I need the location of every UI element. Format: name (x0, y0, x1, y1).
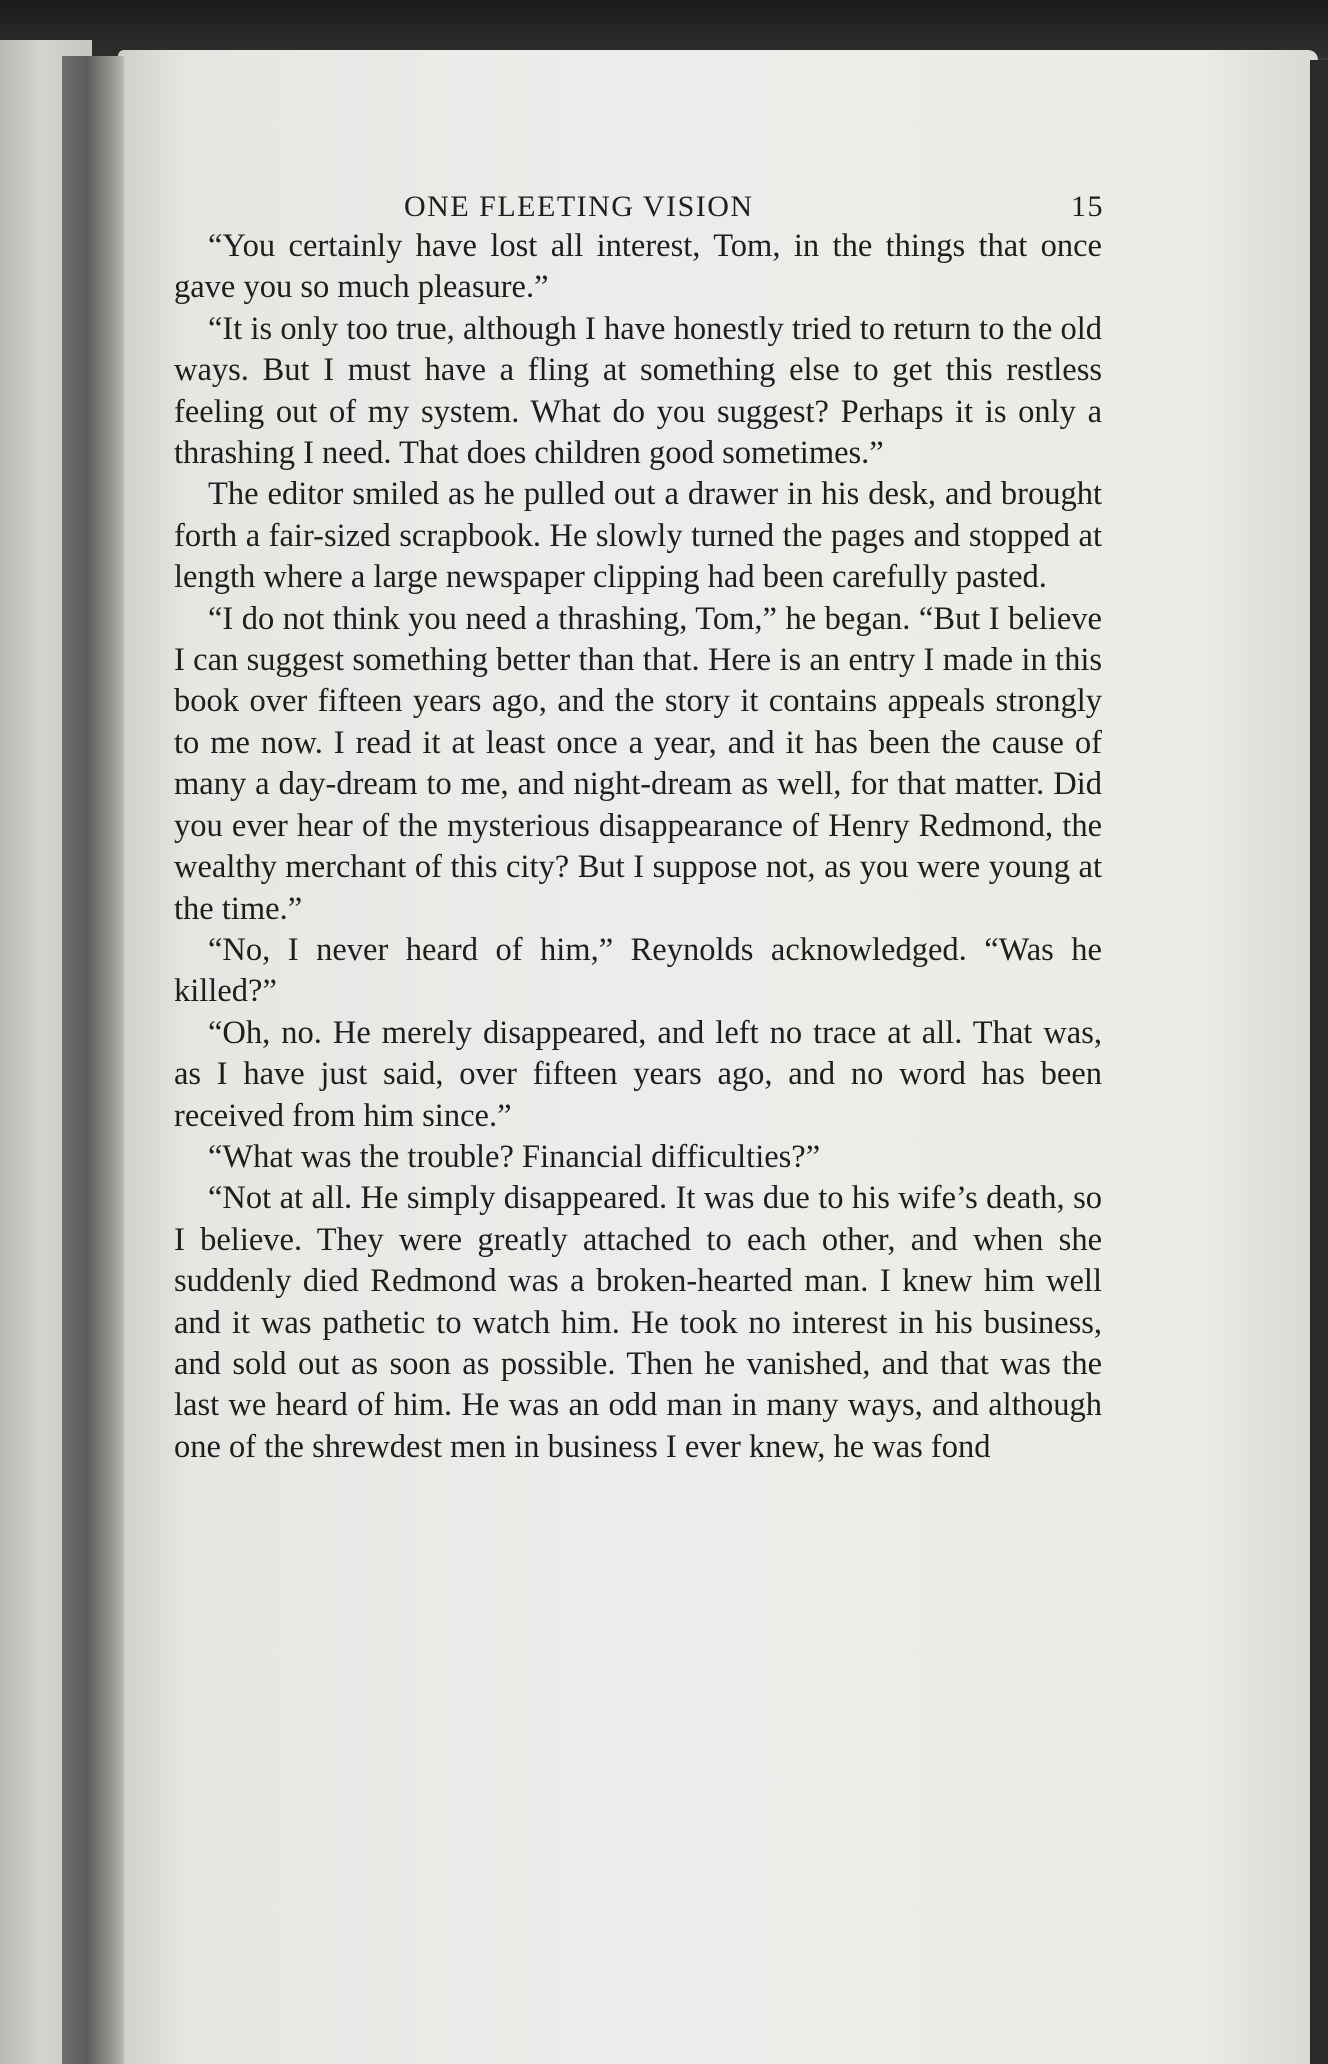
paragraph: “I do not think you need a thrashing, Tom,” he began. “But I believe I can suggest something better than that. Here is an entry I made in this book over fifteen years ago, and the story it contains appeals strongly to me now. I read it at least once a year, and it has been the cause of many a day-dream to me, and night-dream as well, for that matter. Did you ever hear of the mysterious disappearance of Henry Redmond, the wealthy merchant of this city? But I suppose not, as you were young at the time.” (174, 600, 1102, 927)
running-head: ONE FLEETING VISION (404, 190, 754, 223)
page-number: 15 (1071, 190, 1104, 223)
gutter-shadow (62, 56, 124, 2064)
paragraph: “You certainly have lost all interest, Tom, in the things that once gave you so much pleasure.” (174, 228, 1102, 306)
paragraph: “No, I never heard of him,” Reynolds acknowledged. “Was he killed?” (174, 931, 1102, 1010)
page-content (174, 186, 1102, 1468)
paragraph: “Not at all. He simply disappeared. It was due to his wife’s death, so I believe. They were greatly attached to each other, and when she suddenly died Redmond was a broken-hearted man. I knew him well and it was pathetic to watch him. He took no interest in his business, and sold out as soon as possible. Then he vanished, and that was the last we heard of him. He was an odd man in many ways, and although one of the shrewdest men in business I ever knew, he was fond (174, 1180, 1102, 1465)
paragraph: The editor smiled as he pulled out a drawer in his desk, and brought forth a fair-sized scrapbook. He slowly turned the pages and stopped at length where a large newspaper clipping had been carefully pasted. (174, 476, 1102, 596)
scan-right-edge (1310, 60, 1328, 2064)
paragraph: “What was the trouble? Financial difficulties?” (208, 1138, 821, 1175)
paragraph: “Oh, no. He merely disappeared, and left no trace at all. That was, as I have just said, over fifteen years ago, and no word has been received from him since.” (174, 1014, 1102, 1134)
page-header (174, 186, 1102, 242)
paragraph: “It is only too true, although I have honestly tried to return to the old ways. But I must have a fling at something else to get this restless feeling out of my system. What do you suggest? Perhaps it is only a thrashing I need. That does children good sometimes.” (174, 310, 1102, 472)
